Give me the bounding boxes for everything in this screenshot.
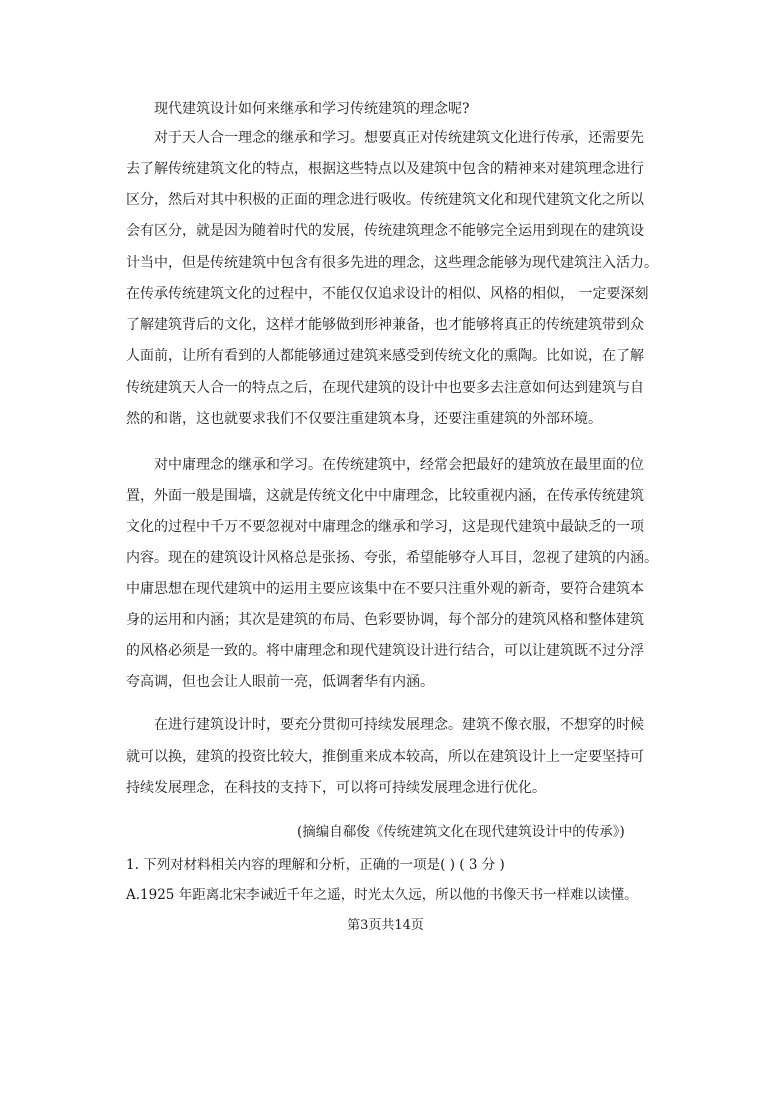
page-footer: 第3页共14页 xyxy=(347,918,424,933)
paragraph-line: 计当中，但是传统建筑中包含有很多先进的理念，这些理念能够为现代建筑注入活力。 xyxy=(126,255,658,271)
paragraph-line: 内容。现在的建筑设计风格总是张扬、夸张，希望能够夺人耳目，忽视了建筑的内涵。 xyxy=(126,550,658,566)
paragraph-line: 对于天人合一理念的继承和学习。想要真正对传统建筑文化进行传承，还需要先 xyxy=(154,130,644,146)
paragraph-line: 对中庸理念的继承和学习。在传统建筑中，经常会把最好的建筑放在最里面的位 xyxy=(154,457,644,473)
paragraph-line: 持续发展理念，在科技的支持下，可以将可持续发展理念进行优化。 xyxy=(126,780,546,796)
question-1: 1. 下列对材料相关内容的理解和分析，正确的一项是( ) ( 3 分 ) xyxy=(126,857,505,873)
paragraph-line: 的风格必须是一致的。将中庸理念和现代建筑设计进行结合，可以让建筑既不过分浮 xyxy=(126,643,644,659)
paragraph-line: 区分，然后对其中积极的正面的理念进行吸收。传统建筑文化和现代建筑文化之所以 xyxy=(126,192,644,208)
paragraph-line: 去了解传统建筑文化的特点，根据这些特点以及建筑中包含的精神来对建筑理念进行 xyxy=(126,161,644,177)
paragraph-line: 会有区分，就是因为随着时代的发展，传统建筑理念不能够完全运用到现在的建筑设 xyxy=(126,223,644,239)
source-citation: (摘编自郗俊《传统建筑文化在现代建筑设计中的传承》) xyxy=(297,824,625,840)
paragraph-line: 然的和谐，这也就要求我们不仅要注重建筑本身，还要注重建筑的外部环境。 xyxy=(126,411,602,427)
paragraph-line: 身的运用和内涵；其次是建筑的布局、色彩要协调，每个部分的建筑风格和整体建筑 xyxy=(126,612,644,628)
paragraph-line: 在进行建筑设计时，要充分贯彻可持续发展理念。建筑不像衣服，不想穿的时候 xyxy=(154,717,644,733)
paragraph-line: 人面前，让所有看到的人都能够通过建筑来感受到传统文化的熏陶。比如说，在了解 xyxy=(126,348,644,364)
paragraph-line: 置，外面一般是围墙，这就是传统文化中中庸理念，比较重视内涵，在传承传统建筑 xyxy=(126,488,644,504)
paragraph-line: 中庸思想在现代建筑中的运用主要应该集中在不要只注重外观的新奇，要符合建筑本 xyxy=(126,581,644,597)
paragraph-line: 传统建筑天人合一的特点之后，在现代建筑的设计中也要多去注意如何达到建筑与自 xyxy=(126,380,644,396)
option-a: A.1925 年距离北宋李诫近千年之遥，时光太久远，所以他的书像天书一样难以读懂。 xyxy=(126,887,638,903)
paragraph-line: 夸高调，但也会让人眼前一亮，低调奢华有内涵。 xyxy=(126,674,434,690)
section-heading: 现代建筑设计如何来继承和学习传统建筑的理念呢? xyxy=(154,101,470,117)
paragraph-line: 了解建筑背后的文化，这样才能够做到形神兼备，也才能够将真正的传统建筑带到众 xyxy=(126,317,644,333)
paragraph-line: 在传承传统建筑文化的过程中，不能仅仅追求设计的相似、风格的相似， 一定要深刻 xyxy=(126,286,649,302)
paragraph-line: 就可以换，建筑的投资比较大，推倒重来成本较高，所以在建筑设计上一定要坚持可 xyxy=(126,749,644,765)
paragraph-line: 文化的过程中千万不要忽视对中庸理念的继承和学习，这是现代建筑中最缺乏的一项 xyxy=(126,519,644,535)
